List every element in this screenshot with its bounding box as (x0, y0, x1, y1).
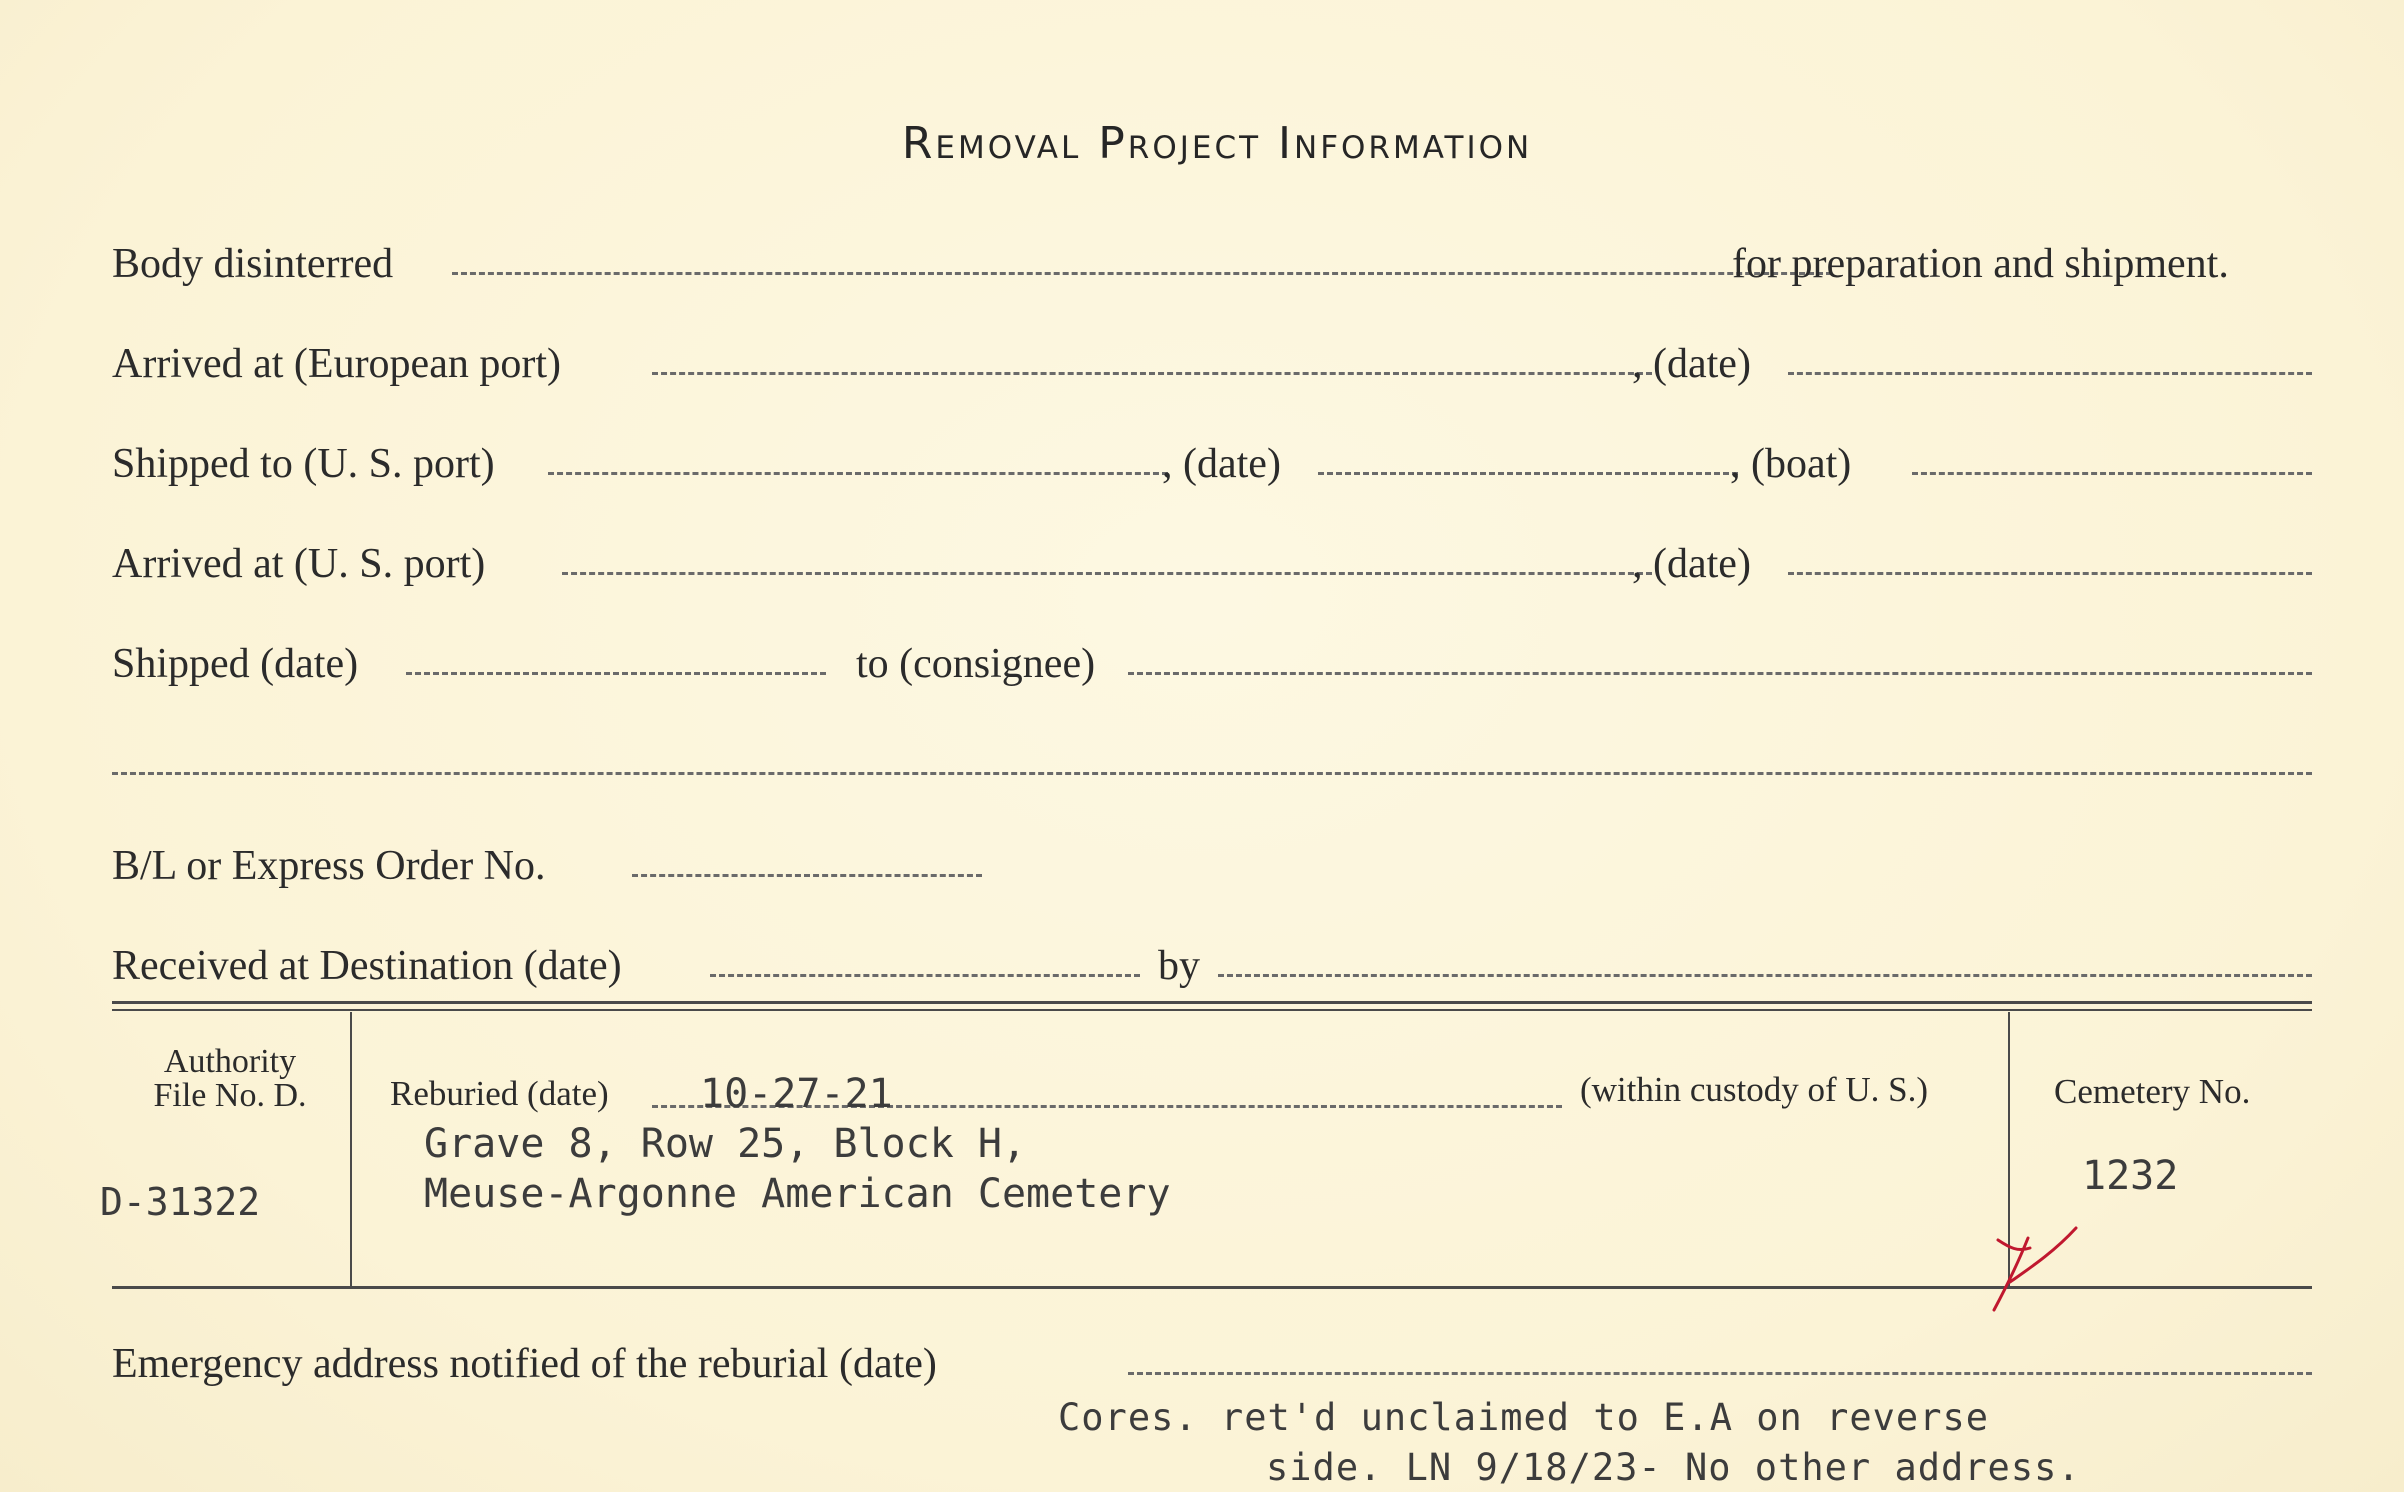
label-reburied-date: Reburied (date) (390, 1074, 609, 1113)
blank-received-by (1218, 974, 2312, 977)
label-body-disinterred: Body disinterred (112, 241, 394, 287)
blank-shipped-to-date (1318, 472, 1738, 475)
row-bl-order (112, 838, 2312, 894)
row-emergency-address (112, 1336, 2312, 1392)
row-received-destination (112, 938, 2312, 994)
row-body-disinterred (112, 236, 2312, 292)
blank-received-date (710, 974, 1140, 977)
cemetery-number: 1232 (2082, 1153, 2179, 1199)
label-shipped-to: Shipped to (U. S. port) (112, 441, 495, 487)
row-shipped-date (112, 636, 2312, 692)
blank-shipped-to-boat (1912, 472, 2312, 475)
label-shipped-date: Shipped (date) (112, 641, 359, 687)
reburied-date-value: 10-27-21 (700, 1071, 893, 1117)
card-title: Removal Project Information (901, 118, 1533, 169)
emergency-note-line1: Cores. ret'd unclaimed to E.A on reverse (1058, 1396, 1990, 1439)
label-emergency-address: Emergency address notified of the reburial (date) (112, 1341, 937, 1387)
blank-shipped-date (406, 672, 826, 675)
blank-shipped-to-port (548, 472, 1168, 475)
label-arrived-european: Arrived at (European port) (112, 341, 561, 387)
blank-consignee (1128, 672, 2312, 675)
red-check-mark-icon (1970, 1218, 2080, 1318)
label-received-destination: Received at Destination (date) (112, 943, 622, 989)
label-received-by: by (1158, 943, 1200, 989)
row-arrived-us (112, 536, 2312, 592)
divider-authority (350, 1012, 352, 1286)
authority-file-number: D-31322 (100, 1180, 261, 1224)
blank-emergency-date (1128, 1372, 2312, 1375)
label-arrived-us: Arrived at (U. S. port) (112, 541, 486, 587)
cemetery-name: Meuse-Argonne American Cemetery (424, 1171, 1171, 1217)
label-to-consignee: to (consignee) (856, 641, 1096, 687)
label-bl-order: B/L or Express Order No. (112, 843, 546, 889)
blank-consignee-continued (112, 772, 2312, 775)
blank-body-disinterred (452, 272, 1832, 275)
row-arrived-european (112, 336, 2312, 392)
blank-bl-order (632, 874, 982, 877)
grave-location: Grave 8, Row 25, Block H, (424, 1121, 1027, 1167)
label-within-custody: (within custody of U. S.) (1580, 1070, 1929, 1109)
row-shipped-to (112, 436, 2312, 492)
label-cemetery-no: Cemetery No. (2054, 1072, 2251, 1111)
label-shipped-to-boat: , (boat) (1730, 441, 1852, 487)
blank-arrived-us-date (1788, 572, 2312, 575)
blank-arrived-us-port (562, 572, 1652, 575)
label-arrived-us-date: , (date) (1632, 541, 1751, 587)
label-arrived-european-date: , (date) (1632, 341, 1751, 387)
blank-arrived-european-date (1788, 372, 2312, 375)
blank-arrived-european-port (652, 372, 1652, 375)
top-rule-2 (112, 1009, 2312, 1011)
authority-label-line2: File No. D. (153, 1077, 307, 1114)
label-for-preparation: for preparation and shipment. (1732, 241, 2229, 287)
authority-label-line1: Authority (163, 1043, 297, 1080)
top-rule-1 (112, 1001, 2312, 1004)
label-shipped-to-date: , (date) (1162, 441, 1281, 487)
emergency-note-line2: side. LN 9/18/23- No other address. (1266, 1446, 2081, 1489)
